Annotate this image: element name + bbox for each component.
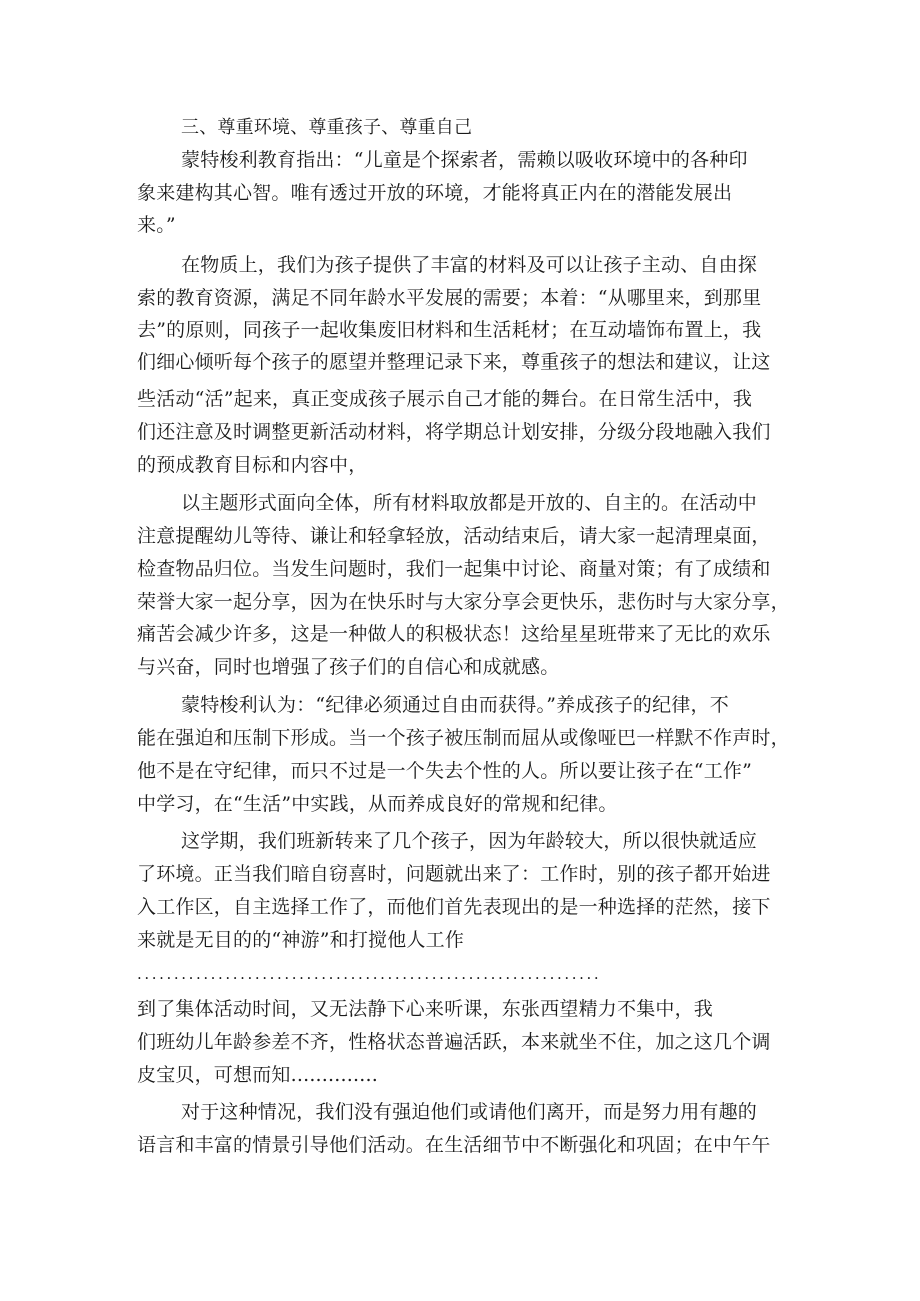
text-line: 蒙特梭利教育指出：“儿童是个探索者，需赖以吸收环境中的各种印 — [181, 149, 748, 171]
text-line: 来。” — [137, 214, 176, 236]
text-line: 的预成教育目标和内容中， — [137, 454, 368, 476]
text-line: 到了集体活动时间，又无法静下心来听课，东张西望精力不集中，我 — [137, 998, 714, 1020]
section-heading: 三、尊重环境、尊重孩子、尊重自己 — [181, 117, 473, 138]
text-line: 检查物品归位。当发生问题时，我们一起集中讨论、商量对策；有了成绩和 — [137, 558, 771, 580]
ellipsis-line: ............................................................... — [137, 965, 602, 983]
text-line: 与兴奋，同时也增强了孩子们的自信心和成就感。 — [137, 656, 560, 678]
text-line: 荣誉大家一起分享，因为在快乐时与大家分享会更快乐，悲伤时与大家分享， — [137, 591, 790, 613]
text-line: 以主题形式面向全体，所有材料取放都是开放的、自主的。在活动中 — [181, 492, 758, 514]
text-line: 中学习，在“生活”中实践，从而养成良好的常规和纪律。 — [137, 793, 618, 815]
text-line: 语言和丰富的情景引导他们活动。在生活细节中不断强化和巩固；在中午午 — [137, 1134, 771, 1156]
text-line: 蒙特梭利认为：“纪律必须通过自由而获得。”养成孩子的纪律，不 — [181, 694, 729, 716]
text-line: 能在强迫和压制下形成。当一个孩子被压制而屈从或像哑巴一样默不作声时， — [137, 727, 790, 749]
text-line: 痛苦会减少许多，这是一种做人的积极状态！这给星星班带来了无比的欢乐 — [137, 623, 771, 645]
text-line: 皮宝贝，可想而知.............. — [137, 1064, 378, 1086]
text-line: 注意提醒幼儿等待、谦让和轻拿轻放，活动结束后，请大家一起清理桌面， — [137, 525, 771, 547]
text-line: 来就是无目的的“神游”和打搅他人工作 — [137, 929, 465, 951]
text-line: 这学期，我们班新转来了几个孩子，因为年龄较大，所以很快就适应 — [181, 830, 758, 852]
text-line: 了环境。正当我们暗自窃喜时，问题就出来了：工作时，别的孩子都开始进 — [137, 863, 771, 885]
text-line: 们班幼儿年龄参差不齐，性格状态普遍活跃，本来就坐不住，加之这几个调 — [137, 1031, 771, 1053]
text-line: 入工作区，自主选择工作了，而他们首先表现出的是一种选择的茫然，接下 — [137, 896, 771, 918]
text-line: 们细心倾听每个孩子的愿望并整理记录下来，尊重孩子的想法和建议，让这 — [137, 351, 771, 373]
text-line: 他不是在守纪律，而只不过是一个失去个性的人。所以要让孩子在“工作” — [137, 760, 753, 782]
text-line: 些活动“活”起来，真正变成孩子展示自己才能的舞台。在日常生活中，我 — [137, 388, 753, 410]
text-line: 象来建构其心智。唯有透过开放的环境，才能将真正内在的潜能发展出 — [137, 182, 733, 204]
text-line: 们还注意及时调整更新活动材料，将学期总计划安排，分级分段地融入我们 — [137, 421, 771, 443]
text-line: 在物质上，我们为孩子提供了丰富的材料及可以让孩子主动、自由探 — [181, 254, 758, 276]
text-line: 去”的原则，同孩子一起收集废旧材料和生活耗材；在互动墙饰布置上，我 — [137, 319, 762, 341]
text-line: 对于这种情况，我们没有强迫他们或请他们离开，而是努力用有趣的 — [181, 1101, 758, 1123]
text-line: 索的教育资源，满足不同年龄水平发展的需要；本着：“从哪里来，到那里 — [137, 287, 762, 309]
